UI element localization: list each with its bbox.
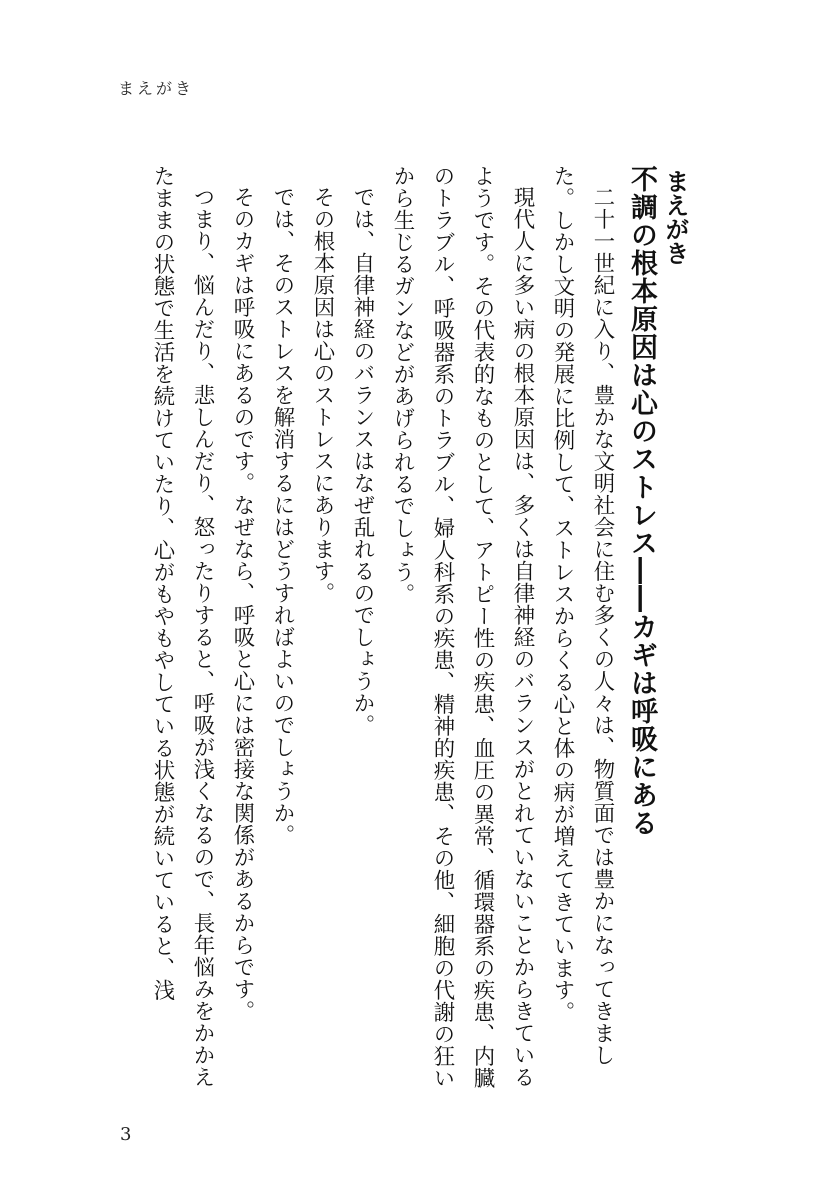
section-kicker: まえがき bbox=[661, 169, 689, 265]
paragraph: その根本原因は心のストレスにあります。 bbox=[310, 186, 335, 605]
paragraph: では、そのストレスを解消するにはどうすればよいのでしょうか。 bbox=[270, 186, 295, 847]
section-title: 不調の根本原因は心のストレス――カギは呼吸にある bbox=[626, 165, 657, 837]
paragraph: そのカギは呼吸にあるのです。なぜなら、呼吸と心には密接な関係があるからです。 bbox=[230, 186, 255, 1023]
paragraph: では、自律神経のバランスはなぜ乱れるのでしょうか。 bbox=[350, 186, 375, 737]
paragraph: 二十一世紀に入り、豊かな文明社会に住む多くの人々は、物質面では豊かになってきました。しかし文明の発展に比例して、ストレスからくる心と体の病が増えてきています。 bbox=[550, 165, 615, 1067]
page-number: 3 bbox=[120, 1124, 132, 1145]
paragraph: 現代人に多い病の根本原因は、多くは自律神経のバランスがとれていないことからきているようです。その代表的なものとして、アトピー性の疾患、血圧の異常、循環器系の疾患、内臓のトラブル、呼吸器系のトラブル、婦人科系の疾患、精神的疾患、その他、細胞の代謝の狂いから生じるガンなどがあげられるでしょう。 bbox=[390, 165, 535, 1089]
page-body bbox=[110, 165, 690, 1095]
paragraph: つまり、悩んだり、悲しんだり、怒ったりすると、呼吸が浅くなるので、長年悩みをかかえたままの状態で生活を続けていたり、心がもやもやしている状態が続いていると、浅 bbox=[150, 165, 215, 1089]
running-header: まえがき bbox=[118, 79, 195, 98]
